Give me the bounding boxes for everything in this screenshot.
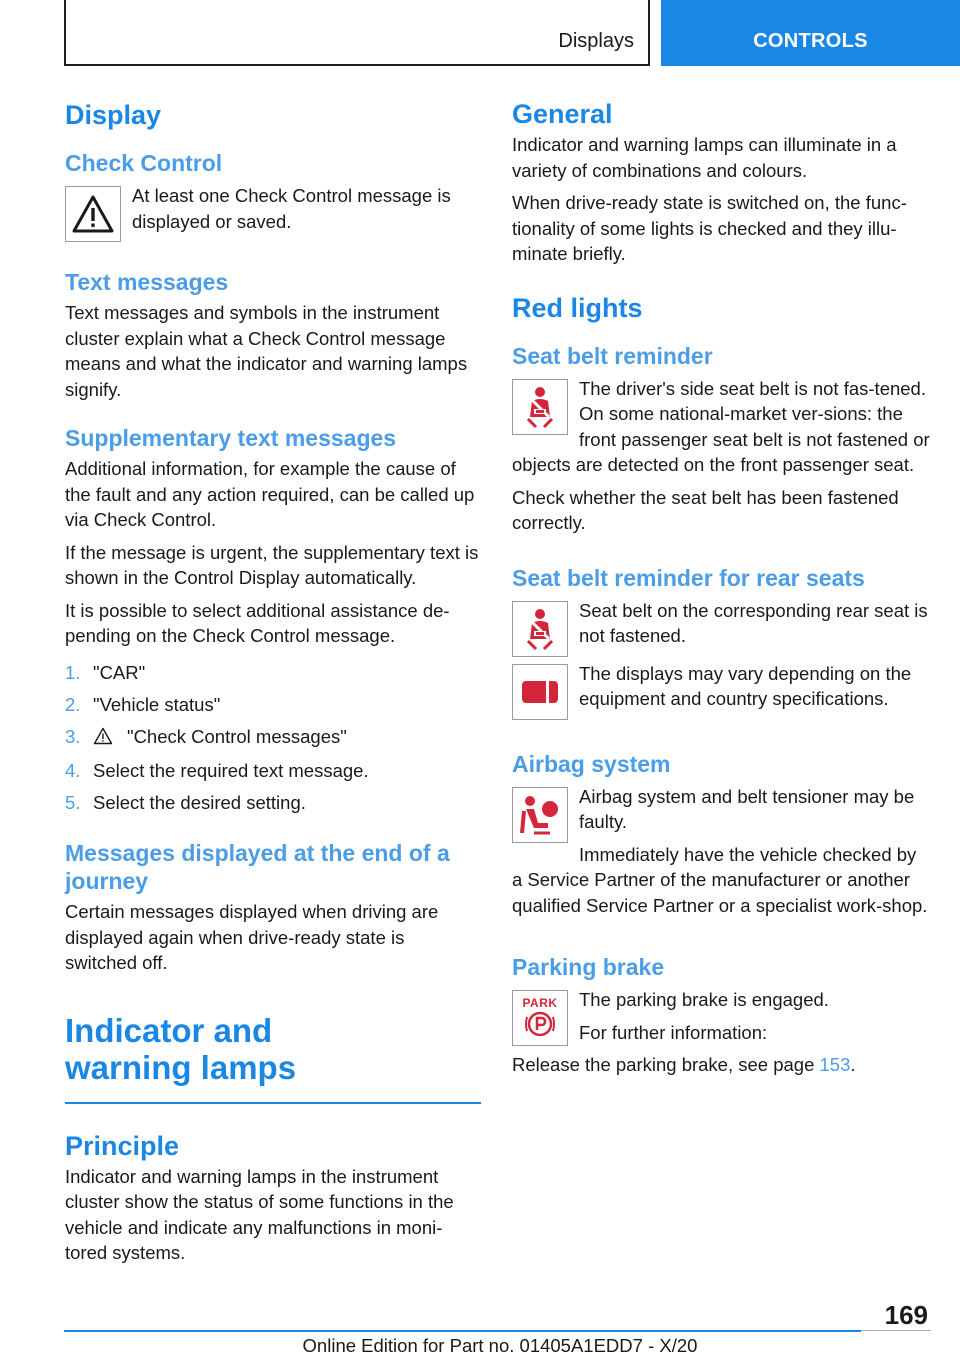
seat-belt-p2: Check whether the seat belt has been fastened correctly.: [512, 486, 899, 533]
page-link[interactable]: 153: [819, 1054, 851, 1075]
supplementary-p1: Additional information, for example the cause of the fault and any action required, can be called up via Check Control.: [65, 458, 475, 530]
left-column: [65, 100, 481, 1273]
supplementary-p2: If the message is urgent, the supplementary text is shown in the Control Display automatically.: [65, 541, 479, 588]
footer-divider: [64, 1330, 861, 1332]
supplementary-heading: Supplementary text messages: [65, 425, 397, 451]
general-p2: When drive-ready state is switched on, the func-tionality of some lights is checked and they illu-minate briefly.: [512, 192, 907, 264]
parking-p3: Release the parking brake, see page 153.: [512, 1054, 856, 1075]
list-item: 2. "Vehicle status": [65, 693, 221, 715]
rear-seat-indicator-icon: [512, 664, 568, 720]
header-chapter-label: CONTROLS: [753, 30, 868, 52]
header-chapter-tab: [661, 0, 960, 66]
header-section-label: Displays: [558, 30, 634, 52]
parking-p2: For further information:: [579, 1021, 768, 1043]
steps-list: [65, 660, 481, 816]
check-control-heading: Check Control: [65, 150, 223, 176]
seat-belt-p1: The driver's side seat belt is not fas-tened. On some national-market ver-sions: the front passenger seat belt is not fastened or objects are detected on the front passenger seat.: [512, 377, 930, 475]
footer-edition: Online Edition for Part no. 01405A1EDD7 - X/20: [302, 1335, 698, 1356]
rear-seats-heading: Seat belt reminder for rear seats: [512, 564, 865, 591]
principle-text: Indicator and warning lamps in the instrument cluster show the status of some functions in the vehicle and indicate any malfunctions in moni-tored systems.: [65, 1165, 454, 1263]
warning-triangle-icon: [65, 186, 121, 242]
parking-brake-heading: Parking brake: [512, 954, 665, 980]
list-item: 3. "Check Control messages": [65, 724, 481, 752]
parking-p1: The parking brake is engaged.: [579, 989, 829, 1010]
indicator-lamps-title: Indicator and warning lamps: [65, 1012, 481, 1104]
check-control-text: At least one Check Control message is displayed or saved.: [132, 185, 451, 232]
general-heading: General: [512, 99, 613, 129]
end-of-journey-heading: Messages displayed at the end of a journey: [65, 840, 450, 894]
small-warning-icon: [93, 726, 113, 752]
list-item: 5. Select the desired setting.: [65, 791, 306, 813]
rear-seat-belt-icon: [512, 601, 568, 657]
list-item: 4. Select the required text message.: [65, 759, 369, 781]
right-column: [512, 100, 930, 1085]
header-section-tab: [64, 0, 650, 66]
red-lights-heading: Red lights: [512, 292, 643, 323]
end-of-journey-text: Certain messages displayed when driving are displayed again when drive-ready state is switched off.: [65, 901, 439, 973]
supplementary-p3: It is possible to select additional assistance de-pending on the Check Control message.: [65, 599, 450, 646]
display-title: Display: [65, 100, 162, 130]
airbag-p2: Immediately have the vehicle checked by a Service Partner of the manufacturer or another qualified Service Partner or a specialist work-shop.: [512, 843, 928, 916]
footer-divider-gray: [861, 1330, 931, 1331]
rear-seats-p2: The displays may vary depending on the equipment and country specifications.: [579, 662, 912, 709]
airbag-icon: [512, 787, 568, 843]
park-label: PARK: [522, 996, 558, 1010]
seat-belt-heading: Seat belt reminder: [512, 342, 713, 369]
page-number: 169: [884, 1300, 928, 1330]
rear-seats-p1: Seat belt on the corresponding rear seat is not fastened.: [579, 599, 928, 646]
parking-brake-icon: [512, 990, 568, 1046]
list-item: 1. "CAR": [65, 661, 146, 683]
text-messages-heading: Text messages: [65, 269, 229, 295]
principle-heading: Principle: [65, 1130, 180, 1161]
general-p1: Indicator and warning lamps can illuminate in a variety of combinations and colours.: [512, 134, 897, 181]
airbag-p1: Airbag system and belt tensioner may be faulty.: [579, 785, 915, 832]
seat-belt-icon: [512, 379, 568, 435]
airbag-heading: Airbag system: [512, 750, 671, 777]
text-messages-text: Text messages and symbols in the instrument cluster explain what a Check Control message means and what the indicator and warning lamps signify.: [65, 302, 468, 400]
